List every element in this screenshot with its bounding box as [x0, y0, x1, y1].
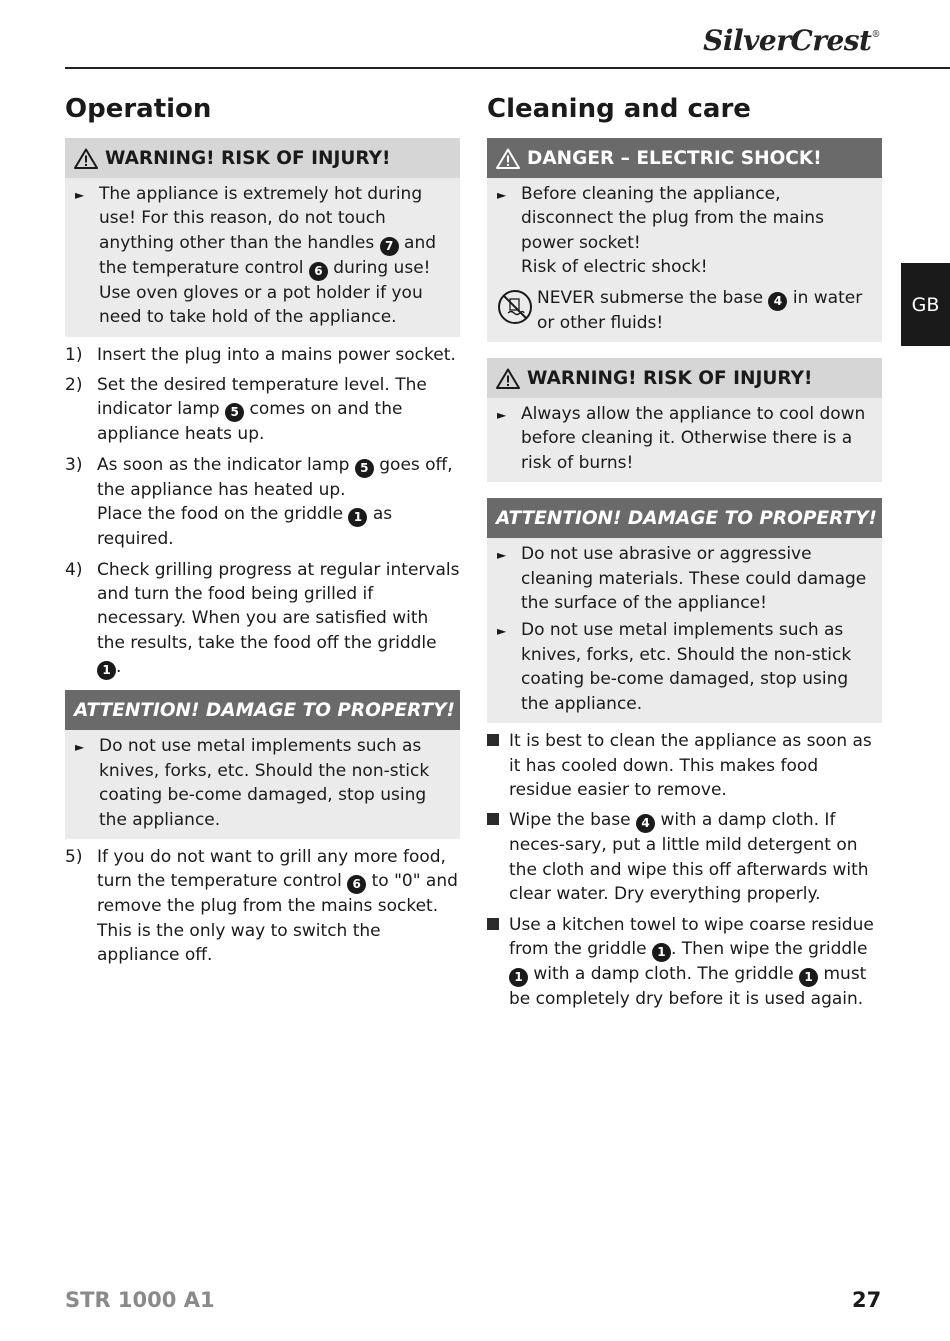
text-part: Place the food on the griddle: [97, 504, 349, 525]
attention-header: [65, 690, 460, 730]
bullet-text: Do not use metal implements such as knives, forks, etc. Should the non-stick coating be-come damaged, stop using the appliance.: [99, 736, 430, 830]
registered-mark: ®: [871, 30, 880, 40]
text-part: must be completely dry before it is used again.: [509, 963, 867, 1009]
text-part: Before cleaning the appliance, disconnect the plug from the mains power socket!: [521, 184, 824, 253]
attention-body: [65, 730, 460, 839]
step-1: [65, 343, 460, 367]
text-part: Wipe the base: [509, 810, 637, 831]
part-number-badge: 1: [799, 968, 818, 987]
warning-body: [487, 398, 882, 482]
bullet-text: [99, 182, 452, 330]
arrow-bullet-icon: ►: [497, 624, 507, 639]
text-part: with a damp cloth. The griddle: [528, 963, 800, 984]
text-part: .: [116, 657, 122, 678]
warning-box-cleaning: [487, 358, 882, 482]
warning-triangle-icon: [74, 148, 98, 169]
warning-heading: WARNING! RISK OF INJURY!: [105, 147, 391, 169]
arrow-bullet-icon: ►: [75, 188, 85, 202]
step-4: [65, 558, 460, 681]
item-text: It is best to clean the appliance as soon as it has cooled down. This makes food residue easier to remove.: [509, 731, 872, 800]
header-rule: [65, 67, 950, 69]
item-text: [509, 913, 882, 1012]
part-number-badge: 4: [768, 292, 787, 311]
danger-box: [487, 138, 882, 342]
text-part: Check grilling progress at regular intervals and turn the food being grilled if necessary. When you are satisfied with the results, take the food off the griddle: [97, 559, 460, 653]
note-text: [537, 286, 874, 335]
attention-header: [487, 498, 882, 538]
part-number-badge: 6: [347, 875, 366, 894]
step-3: [65, 453, 460, 552]
bullet-text: [521, 182, 874, 280]
operation-column: [65, 90, 460, 968]
warning-bullet: [75, 182, 452, 330]
step-number: 2): [65, 375, 83, 396]
attention-heading: ATTENTION! DAMAGE TO PROPERTY!: [74, 699, 455, 721]
square-bullet-icon: [487, 913, 509, 1012]
step-number: 3): [65, 454, 83, 475]
no-submerse-note: [497, 286, 874, 335]
attention-bullet: [497, 618, 874, 716]
danger-body: [487, 178, 882, 342]
step-number: 5): [65, 846, 83, 867]
text-part: in water or other fluids!: [537, 287, 863, 333]
bullet-text: Do not use metal implements such as knives, forks, etc. Should the non-stick coating be-come damaged, stop using the appliance.: [521, 620, 852, 714]
step-number: 4): [65, 559, 83, 580]
danger-heading: DANGER – ELECTRIC SHOCK!: [527, 147, 822, 169]
part-number-badge: 1: [509, 968, 528, 987]
step-text: Insert the plug into a mains power socket.: [97, 344, 456, 365]
attention-bullet: [497, 542, 874, 615]
attention-heading: ATTENTION! DAMAGE TO PROPERTY!: [496, 507, 877, 529]
section-title-cleaning: Cleaning and care: [487, 94, 751, 124]
text-part: The appliance is extremely hot during use! For this reason, do not touch anything other than the handles: [99, 184, 423, 253]
text-part: As soon as the indicator lamp: [97, 454, 355, 475]
bullet-text: Do not use abrasive or aggressive cleaning materials. These could damage the surface of the appliance!: [521, 544, 867, 614]
text-part: Use a kitchen towel to wipe coarse residue from the griddle: [509, 914, 874, 959]
step-text: [97, 845, 460, 968]
cleaning-item: [487, 729, 882, 802]
part-number-badge: 1: [652, 943, 671, 962]
text-part: NEVER submerse the base: [537, 287, 769, 308]
footer-model-number: STR 1000 A1: [65, 1288, 215, 1312]
danger-bullet: [497, 182, 874, 280]
cleaning-column: [487, 90, 882, 1011]
warning-header: [487, 358, 882, 398]
text-part: Risk of electric shock!: [521, 257, 708, 278]
arrow-bullet-icon: ►: [497, 408, 507, 423]
text-part: Set the desired temperature level. The indicator lamp: [97, 375, 427, 420]
text-part: to "0" and remove the plug from the mains socket. This is the only way to switch the appliance off.: [97, 871, 458, 966]
language-tab: [901, 263, 950, 346]
brand-name: SilverCrest: [703, 24, 872, 57]
step-number: 1): [65, 344, 83, 365]
warning-triangle-icon: [496, 148, 520, 169]
warning-bullet: [497, 402, 874, 475]
warning-heading: WARNING! RISK OF INJURY!: [527, 367, 813, 389]
text-part: during use! Use oven gloves or a pot holder if you need to take hold of the appliance.: [99, 257, 431, 328]
cleaning-item: [487, 913, 882, 1012]
bullet-text: Always allow the appliance to cool down before cleaning it. Otherwise there is a risk of burns!: [521, 404, 866, 473]
attention-body: [487, 538, 882, 723]
text-part: with a damp cloth. If neces-sary, put a little mild detergent on the cloth and wipe this off afterwards with clear water. Dry everything properly.: [509, 810, 869, 905]
page-number: 27: [852, 1288, 882, 1312]
item-text: [509, 808, 882, 906]
part-number-badge: 1: [348, 508, 367, 527]
part-number-badge: 5: [355, 459, 374, 478]
part-number-badge: 4: [636, 814, 655, 833]
step-text: [97, 373, 460, 447]
warning-triangle-icon: [496, 368, 520, 389]
step-text: [97, 558, 460, 681]
square-bullet-icon: [487, 808, 509, 906]
warning-box-operation: [65, 138, 460, 337]
text-part: as required.: [97, 504, 393, 550]
attention-bullet: [75, 734, 452, 832]
part-number-badge: 7: [380, 237, 399, 256]
attention-box-operation: [65, 690, 460, 839]
arrow-bullet-icon: ►: [497, 188, 507, 202]
danger-header: [487, 138, 882, 178]
text-part: If you do not want to grill any more food, turn the temperature control: [97, 846, 446, 892]
language-tab-label: GB: [911, 293, 940, 316]
attention-box-cleaning: [487, 498, 882, 723]
no-water-immersion-icon: [497, 286, 537, 335]
brand-logo: [703, 24, 880, 57]
section-title-operation: Operation: [65, 94, 212, 124]
warning-header: [65, 138, 460, 178]
part-number-badge: 1: [97, 661, 116, 680]
step-text: [97, 453, 460, 552]
text-part: comes on and the appliance heats up.: [97, 399, 403, 445]
part-number-badge: 5: [225, 403, 244, 422]
text-part: . Then wipe the griddle: [670, 938, 868, 959]
arrow-bullet-icon: ►: [497, 548, 507, 563]
warning-body: [65, 178, 460, 337]
part-number-badge: 6: [309, 262, 328, 281]
text-part: and the temperature control: [99, 232, 437, 278]
step-5: [65, 845, 460, 968]
square-bullet-icon: [487, 729, 509, 802]
arrow-bullet-icon: ►: [75, 740, 85, 755]
step-2: [65, 373, 460, 447]
text-part: goes off, the appliance has heated up.: [97, 454, 453, 500]
cleaning-item: [487, 808, 882, 906]
